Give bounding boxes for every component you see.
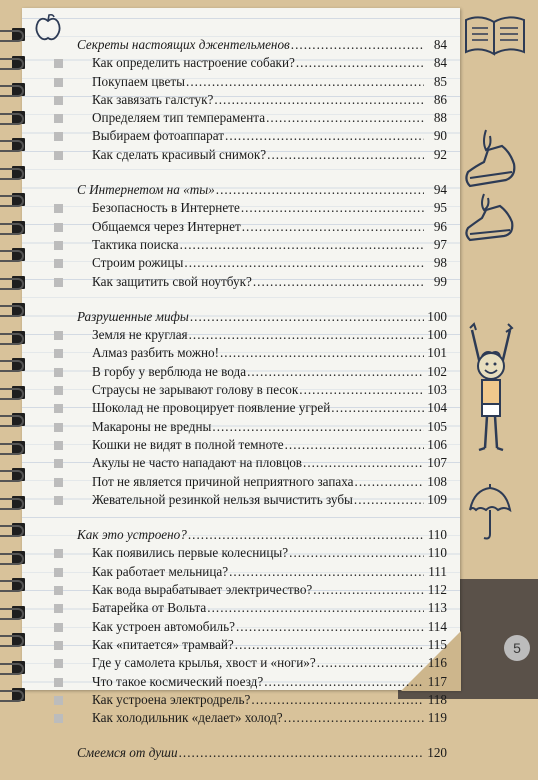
toc-entry: Покупаем цветы ..... 85 [77,73,447,91]
toc-entry: Где у самолета крылья, хвост и «ноги»? ..... 116 [77,654,447,672]
binding-ring [0,305,24,317]
binding-ring [0,525,24,537]
toc-entry: Как определить настроение собаки? ..... 84 [77,54,447,72]
binding-ring [0,58,24,70]
binding-ring [0,195,24,207]
toc-section [77,526,447,727]
binding-ring [0,30,24,42]
toc-section [77,744,447,762]
binding-ring [0,278,24,290]
checkbox-square [54,623,63,632]
checkbox-square [54,678,63,687]
toc-entry: Земля не круглая ..... 100 [77,326,447,344]
toc-entry: Страусы не зарывают голову в песок ..... 103 [77,381,447,399]
checkbox-square [54,386,63,395]
toc-section [77,308,447,509]
checkbox-square [54,151,63,160]
toc-entry: Что такое космический поезд? ..... 117 [77,673,447,691]
checkbox-square [54,278,63,287]
section-heading: Как это устроено? ..... 110 [77,526,447,544]
checkbox-square [54,496,63,505]
binding-ring [0,250,24,262]
toc-section [77,36,447,164]
checkbox-square [54,204,63,213]
binding-ring [0,333,24,345]
toc-entry: Пот не является причиной неприятного запаха ..... 108 [77,473,447,491]
toc-entry: Как защитить свой ноутбук? ..... 99 [77,273,447,291]
toc-entry: Определяем тип темперамента ..... 88 [77,109,447,127]
toc-entry: Акулы не часто нападают на пловцов ..... 107 [77,454,447,472]
toc-entry: Как устроен автомобиль? ..... 114 [77,618,447,636]
page-number: 5 [504,635,530,661]
toc-entry: Жевательной резинкой нельзя вычистить зубы ..... 109 [77,491,447,509]
checkbox-square [54,59,63,68]
binding-ring [0,113,24,125]
toc-section [77,181,447,291]
binding-ring [0,635,24,647]
checkbox-square [54,696,63,705]
binding-ring [0,360,24,372]
binding-ring [0,690,24,702]
checkbox-square [54,241,63,250]
binding-ring [0,498,24,510]
toc-entry: Выбираем фотоаппарат ..... 90 [77,127,447,145]
toc-entry: Шоколад не провоцирует появление угрей ..... 104 [77,399,447,417]
toc-entry: Макароны не вредны ..... 105 [77,418,447,436]
checkbox-square [54,659,63,668]
binding-ring [0,140,24,152]
checkbox-square [54,223,63,232]
toc-entry: Как холодильник «делает» холод? ..... 119 [77,709,447,727]
checkbox-square [54,331,63,340]
binding-ring [0,85,24,97]
sneakers-icon [462,124,524,242]
binding-ring [0,553,24,565]
checkbox-square [54,349,63,358]
checkbox-square [54,641,63,650]
binding-ring [0,415,24,427]
toc-entry: Как вода вырабатывает электричество? ..... 112 [77,581,447,599]
checkbox-square [54,259,63,268]
umbrella-icon [466,482,514,544]
checkbox-square [54,586,63,595]
toc-entry: Как «питается» трамвай? ..... 115 [77,636,447,654]
binding-ring [0,443,24,455]
spiral-binding [0,0,40,699]
binding-ring [0,388,24,400]
section-heading: С Интернетом на «ты» ..... 94 [77,181,447,199]
toc-entry: Общаемся через Интернет ..... 96 [77,218,447,236]
checkbox-square [54,441,63,450]
section-heading: Разрушенные мифы ..... 100 [77,308,447,326]
checkbox-square [54,368,63,377]
binding-ring [0,470,24,482]
binding-ring [0,608,24,620]
binding-ring [0,223,24,235]
toc-entry: Как работает мельница? ..... 111 [77,563,447,581]
checkbox-square [54,549,63,558]
checkbox-square [54,459,63,468]
checkbox-square [54,478,63,487]
checkbox-square [54,404,63,413]
toc-entry: Как сделать красивый снимок? ..... 92 [77,146,447,164]
checkbox-square [54,114,63,123]
checkbox-square [54,604,63,613]
toc-entry: Как завязать галстук? ..... 86 [77,91,447,109]
toc-entry: Как устроена электродрель? ..... 118 [77,691,447,709]
checkbox-square [54,96,63,105]
binding-ring [0,168,24,180]
toc-entry: В горбу у верблюда не вода ..... 102 [77,363,447,381]
toc-entry: Безопасность в Интернете ..... 95 [77,199,447,217]
checkbox-square [54,423,63,432]
binding-ring [0,663,24,675]
checkbox-square [54,132,63,141]
checkbox-square [54,78,63,87]
section-heading: Секреты настоящих джентельменов ..... 84 [77,36,447,54]
toc-entry: Батарейка от Вольта ..... 113 [77,599,447,617]
boy-icon [462,318,520,458]
checkbox-square [54,568,63,577]
toc-entry: Алмаз разбить можно! ..... 101 [77,344,447,362]
toc-entry: Кошки не видят в полной темноте ..... 106 [77,436,447,454]
section-heading: Смеемся от души ..... 120 [77,744,447,762]
binding-ring [0,580,24,592]
table-of-contents [77,36,447,780]
book-icon [462,10,528,58]
checkbox-square [54,714,63,723]
toc-entry: Строим рожицы ..... 98 [77,254,447,272]
toc-entry: Тактика поиска ..... 97 [77,236,447,254]
toc-entry: Как появились первые колесницы? ..... 110 [77,544,447,562]
